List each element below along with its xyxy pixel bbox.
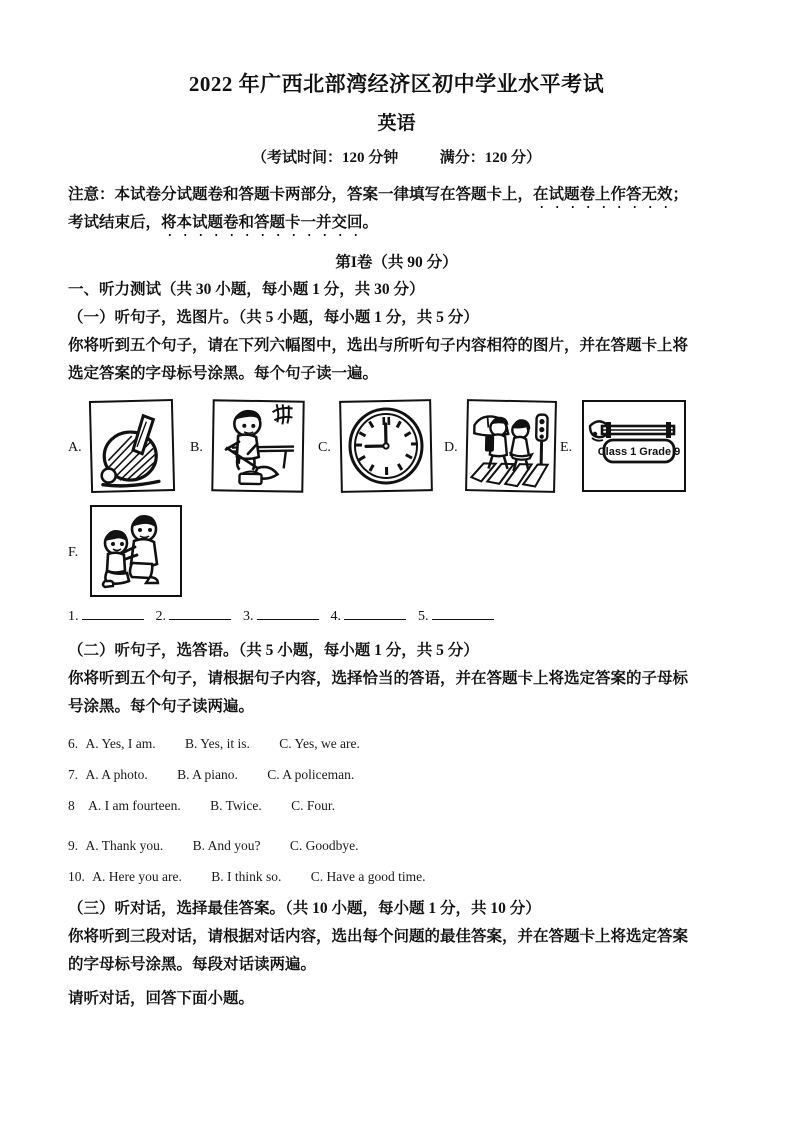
question-9 [68,838,359,854]
subject-title: 英语 [377,113,416,134]
boy-cleaning-floor-icon [211,399,304,492]
option-b[interactable]: B. Twice. [210,798,262,813]
answer-blank-5[interactable]: 5. [418,608,494,625]
option-a[interactable]: A. Thank you. [85,838,164,853]
question-6 [68,736,360,752]
part-b-instruction-1: 你将听到五个句子，请根据句子内容，选择恰当的答语，并在答题卡上将选定答案的子母标 [68,670,689,687]
notice-line-2 [68,214,728,232]
exam-duration: （考试时间：120 分钟 [251,150,399,166]
notice-emphasis-2: 将本试题卷和答题卡一并交回 [161,214,363,231]
option-a[interactable]: A. Here you are. [92,869,182,884]
notice-text-plain-2: 考试结束后， [68,214,162,231]
picture-label-b: B. [190,440,203,455]
part-a-instruction-1: 你将听到五个句子，请在下列六幅图中，选出与所听句子内容相符的图片，并在答题卡上将 [68,337,689,354]
option-b[interactable]: B. A piano. [177,767,238,782]
question-number: 8 [68,798,75,813]
picture-label-d: D. [444,440,458,455]
question-8 [68,798,335,814]
option-c[interactable]: C. Have a good time. [310,869,426,884]
picture-label-a: A. [68,440,82,455]
option-b[interactable]: B. I think so. [211,869,282,884]
ping-pong-paddle-icon [89,399,175,493]
part-c-heading: （三）听对话，选择最佳答案。（共 10 小题，每小题 1 分，共 10 分） [68,900,541,917]
blank-rule[interactable] [344,608,406,620]
part-c-instruction-3: 请听对话，回答下面小题。 [68,990,255,1007]
question-7 [68,767,354,783]
students-crossing-street-icon [465,399,557,493]
answer-blank-2[interactable]: 2. [156,608,232,625]
part-c-instruction-2: 的字母标号涂黑。每段对话读两遍。 [68,956,317,973]
option-c[interactable]: C. Goodbye. [289,838,359,853]
paper-part-heading: 第I卷（共 90 分） [335,254,458,271]
notice-tail-1: ； [672,186,689,203]
picture-label-f: F. [68,545,79,560]
section-one-heading: 一、听力测试（共 30 小题，每小题 1 分，共 30 分） [68,281,425,298]
notice-line-1 [68,186,728,204]
picture-label-c: C. [318,440,331,455]
question-10 [68,869,425,885]
answer-blank-1[interactable]: 1. [68,608,144,625]
question-number: 10. [68,869,85,884]
option-a[interactable]: A. A photo. [85,767,148,782]
option-b[interactable]: B. Yes, it is. [185,736,250,751]
blank-rule[interactable] [432,608,494,620]
wall-clock-icon [339,399,433,493]
option-c[interactable]: C. Yes, we are. [279,736,360,751]
class-sign-text: Class 1 Grade 9 [597,446,681,458]
blank-rule[interactable] [82,608,144,620]
notice-tail-2: 。 [362,214,379,231]
blank-rule[interactable] [169,608,231,620]
helping-person-up-icon [90,505,182,597]
notice-text-plain: 注意：本试卷分试题卷和答题卡两部分，答案一律填写在答题卡上， [68,186,534,203]
option-c[interactable]: C. A policeman. [267,767,355,782]
question-number: 9. [68,838,79,853]
answer-blank-3[interactable]: 3. [243,608,319,625]
answer-blank-4[interactable]: 4. [331,608,407,625]
page-title: 2022 年广西北部湾经济区初中学业水平考试 [188,72,605,96]
exam-full-marks: 满分：120 分） [439,150,542,166]
option-c[interactable]: C. Four. [291,798,336,813]
picture-label-e: E. [560,440,573,455]
question-number: 7. [68,767,79,782]
part-a-heading: （一）听句子，选图片。（共 5 小题，每小题 1 分，共 5 分） [68,309,479,326]
blank-rule[interactable] [257,608,319,620]
exam-meta [0,146,793,167]
part-a-instruction-2: 选定答案的字母标号涂黑。每个句子读一遍。 [68,365,379,382]
option-a[interactable]: A. I am fourteen. [88,798,181,813]
notice-emphasis-1: 在试题卷上作答无效 [533,186,673,203]
part-c-instruction-1: 你将听到三段对话，请根据对话内容，选出每个问题的最佳答案，并在答题卡上将选定答案 [68,928,689,945]
class-sign-icon [582,400,686,492]
answer-blank-row [68,608,494,625]
part-b-instruction-2: 号涂黑。每个句子读两遍。 [68,698,255,715]
option-b[interactable]: B. And you? [192,838,261,853]
part-b-heading: （二）听句子，选答语。（共 5 小题，每小题 1 分，共 5 分） [68,642,479,659]
option-a[interactable]: A. Yes, I am. [85,736,156,751]
question-number: 6. [68,736,79,751]
